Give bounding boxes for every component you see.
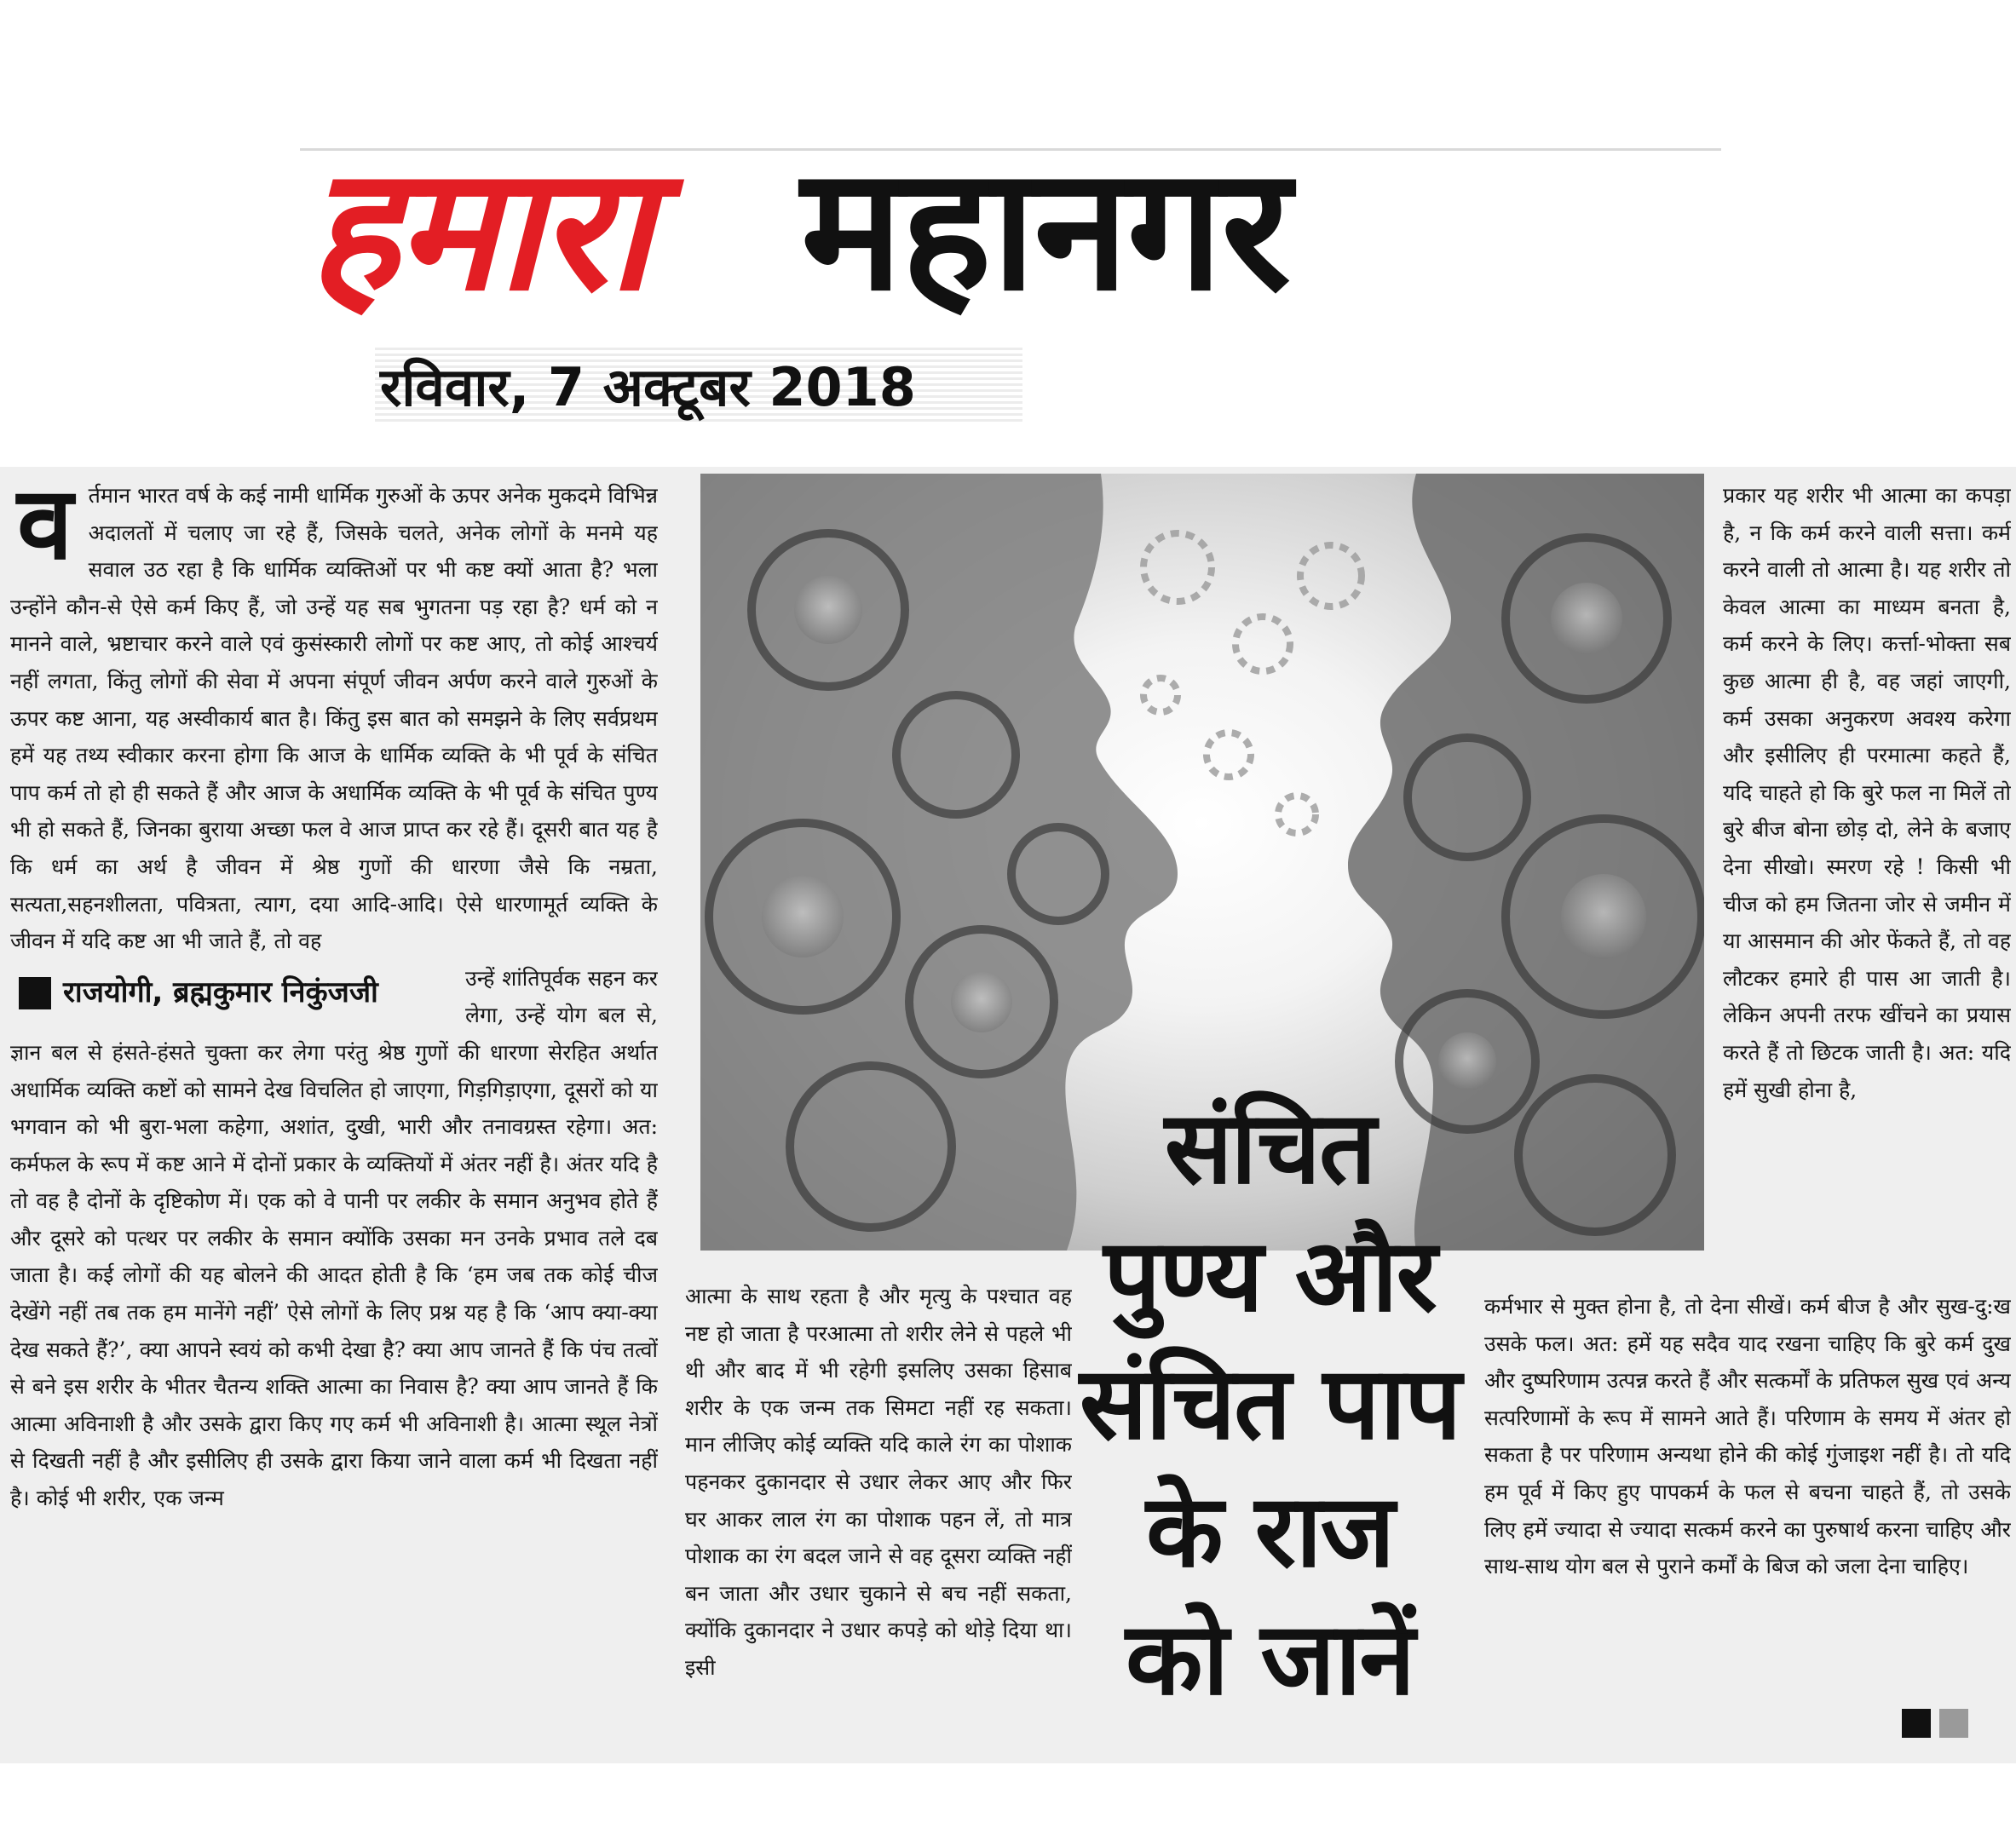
dropcap: व	[17, 477, 73, 582]
column-2-body: आत्मा के साथ रहता है और मृत्यु के पश्चात वह नष्ट हो जाता है परआत्मा तो शरीर लेने से पहले भी थी और बाद में भी रहेगी इसलिए उसका हिसाब शरीर के एक जन्म तक सिमटा नहीं रह सकता। मान लीजिए कोई व्यक्ति यदि काले रंग का पोशाक पहनकर दुकानदार से उधार लेकर आए और फिर घर आकर लाल रंग का पोशाक पहन लें, तो मात्र पोशाक का रंग बदल जाने से वह दूसरा व्यक्ति नहीं बन जाता और उधार चुकाने से बच नहीं सकता, क्योंकि दुकानदार ने उधार कपड़े को थोड़े दिया था। इसी	[685, 1284, 1072, 1680]
headline-line-2: पुण्य और	[1103, 1216, 1436, 1334]
headline-line-1: संचित	[1164, 1089, 1375, 1206]
column-1-intro: र्तमान भारत वर्ष के कई नामी धार्मिक गुरुओं के ऊपर अनेक मुकदमे विभिन्न अदालतों में चलाए जा रहे हैं, जिसके चलते, अनेक लोगों के मनमे यह सवाल उठ रहा है कि धार्मिक व्यक्तिओं पर भी कष्ट क्यों आता है? भला उन्होंने कौन-से ऐसे कर्म किए हैं, जो उन्हें यह सब भुगतना पड़ रहा है? धर्म को न मानने वाले, भ्रष्टाचार करने वाले एवं कुसंस्कारी लोगों पर कष्ट आए, तो कोई आश्चर्य नहीं लगता, किंतु लोगों की सेवा में अपना संपूर्ण जीवन अर्पण करने वाले गुरुओं के ऊपर कष्ट आना, यह अस्वीकार्य बात है। किंतु इस बात को समझने के लिए सर्वप्रथम हमें यह तथ्य स्वीकार करना होगा कि आज के धार्मिक व्यक्ति के भी पूर्व के संचित पाप कर्म तो हो ही सकते हैं और आज के अधार्मिक व्यक्ति के भी पूर्व के संचित पुण्य भी हो सकते हैं, जिनका बुराया अच्छा फल वे आज प्राप्त कर रहे हैं। दूसरी बात यह है कि धर्म का अर्थ है जीवन में श्रेष्ठ गुणों की धारणा जैसे कि नम्रता, सत्यता,सहनशीलता, पवित्रता, त्याग, दया आदि-आदि। ऐसे धारणामूर्त व्यक्ति के जीवन में यदि कष्ट आ भी जाते हैं, तो वह	[10, 483, 658, 954]
column-1-body: उन्हें शांतिपूर्वक सहन कर लेगा, उन्हें योग बल से, ज्ञान बल से हंसते-हंसते चुक्ता कर लेगा परंतु श्रेष्ठ गुणों की धारणा सेरहित अर्थात अधार्मिक व्यक्ति कष्टों को सामने देख विचलित हो जाएगा, गिड़गिड़ाएगा, दूसरों को या भगवान को भी बुरा-भला कहेगा, अशांत, दुखी, भारी और तनावग्रस्त रहेगा। अत: कर्मफल के रूप में कष्ट आने में दोनों प्रकार के व्यक्तियों में अंतर नहीं है। अंतर यदि है तो वह है दोनों के दृष्टिकोण में। एक को वे पानी पर लकीर के समान अनुभव होते हैं और दूसरे को पत्थर पर लकीर के समान क्योंकि उसका मन उनके प्रभाव तले दब जाता है। कई लोगों की यह बोलने की आदत होती है कि ‘हम जब तक कोई चीज देखेंगे नहीं तब तक हम मानेंगे नहीं’ ऐसे लोगों के लिए प्रश्न यह है कि ‘आप क्या-क्या देख सकते हैं?’, क्या आपने स्वयं को कभी देखा है? क्या आप जानते हैं कि पंच तत्वों से बने इस शरीर के भीतर चैतन्य शक्ति आत्मा का निवास है? क्या आप जानते हैं कि आत्मा अविनाशी है और उसके द्वारा किए गए कर्म भी अविनाशी है। आत्मा स्थूल नेत्रों से दिखती नहीं है और इसीलिए ही उसके द्वारा किया जाने वाला कर्म भी दिखता नहीं है। कोई भी शरीर, एक जन्म	[10, 965, 658, 1511]
article-column-1	[10, 477, 658, 1755]
article-column-2	[685, 1278, 1072, 1755]
byline-marker-icon	[19, 977, 51, 1009]
byline-author: राजयोगी, ब्रह्मकुमार निकुंजजी	[63, 975, 378, 1009]
end-mark-grey-icon	[1939, 1709, 1968, 1738]
end-mark-dark-icon	[1902, 1709, 1931, 1738]
dateline: रविवार, 7 अक्टूबर 2018	[380, 356, 916, 418]
article-column-3	[1723, 477, 2011, 1259]
headline-line-5: को जानें	[1126, 1600, 1414, 1717]
byline	[19, 965, 453, 1021]
masthead-title-part1: हमारा	[308, 130, 649, 329]
headline-line-4: के राज	[1145, 1472, 1394, 1590]
column-3-continued-body: कर्मभार से मुक्त होना है, तो देना सीखें। कर्म बीज है और सुख-दु:ख उसके फल। अत: हमें यह सदैव याद रखना चाहिए कि बुरे कर्म दुख और दुष्परिणाम उत्पन्न करते हैं और सत्कर्मों के प्रतिफल सुख एवं अन्य सत्परिणामों के रूप में सामने आते हैं। परिणाम के समय में अंतर हो सकता है पर परिणाम अन्यथा होने की कोई गुंजाइश नहीं है। तो यदि हम पूर्व में किए हुए पापकर्म के फल से बचना चाहते हैं, तो उसके लिए हमें ज्यादा से ज्यादा सत्कर्म करने का पुरुषार्थ करना चाहिए और साथ-साथ योग बल से पुराने कर्मों के बिज को जला देना चाहिए।	[1484, 1294, 2011, 1579]
masthead-title-part2: महानगर	[801, 130, 1290, 329]
headline	[1057, 1084, 1483, 1748]
headline-line-3: संचित पाप	[1079, 1344, 1460, 1462]
column-3-body: प्रकार यह शरीर भी आत्मा का कपड़ा है, न कि कर्म करने वाली सत्ता। कर्म करने वाली तो आत्मा है। यह शरीर तो केवल आत्मा का माध्यम बनता है, कर्म करने के लिए। कर्त्ता-भोक्ता सब कुछ आत्मा ही है, वह जहां जाएगी, कर्म उसका अनुकरण अवश्य करेगा और इसीलिए ही परमात्मा कहते हैं, यदि चाहते हो कि बुरे फल ना मिलें तो बुरे बीज बोना छोड़ दो, लेने के बजाए देना सीखो। स्मरण रहे ! किसी भी चीज को हम जितना जोर से जमीन में या आसमान की ओर फेंकते हैं, तो वह लौटकर हमारे ही पास आ जाती है। लेकिन अपनी तरफ खींचने का प्रयास करते हैं तो छिटक जाती है। अत: यदि हमें सुखी होना है,	[1723, 483, 2011, 1102]
article-column-3-continued	[1484, 1288, 2011, 1697]
